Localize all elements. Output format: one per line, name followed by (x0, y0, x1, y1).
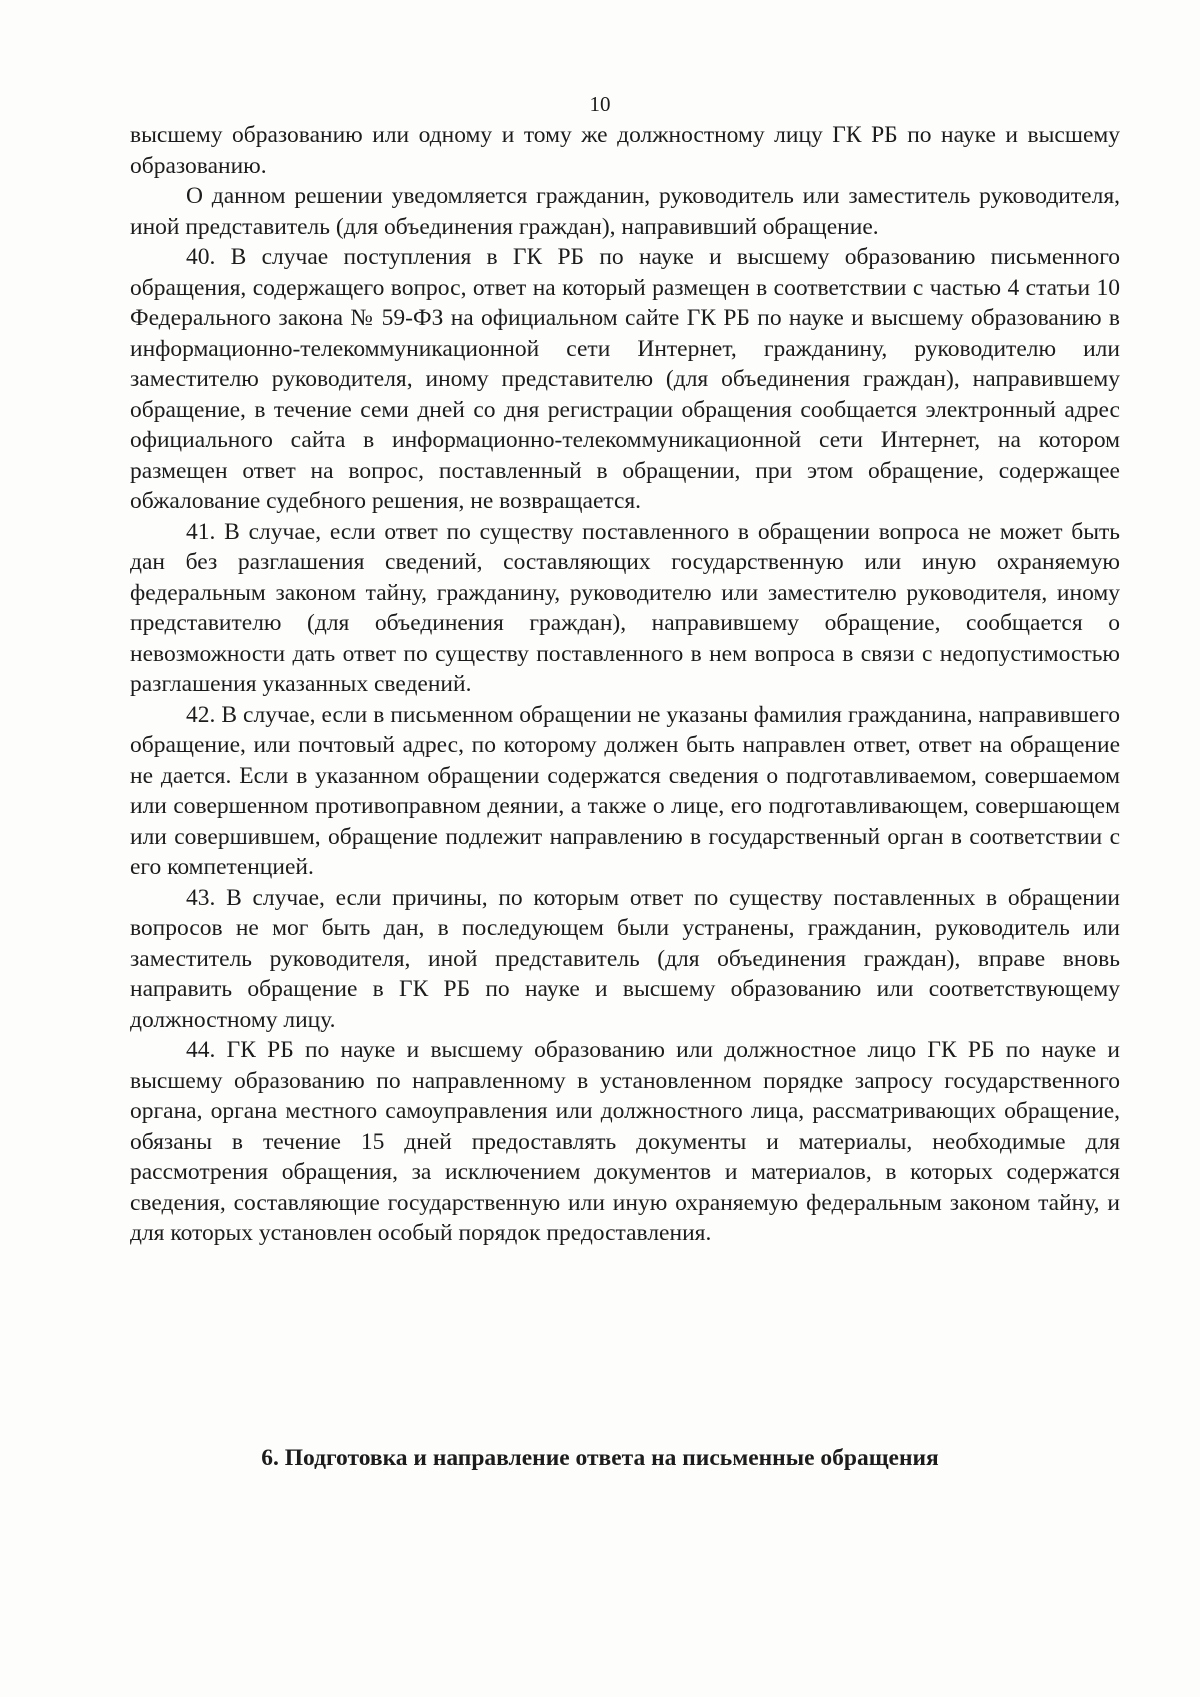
document-body (130, 120, 1120, 1249)
paragraph-notification: О данном решении уведомляется гражданин, руководитель или заместитель руководителя, иной представитель (для объединения граждан), направивший обращение. (130, 183, 1120, 240)
paragraph-item-40: 40. В случае поступления в ГК РБ по науке и высшему образованию письменного обращения, содержащего вопрос, ответ на который размещен в соответствии с частью 4 статьи 10 Федерального закона № 59-ФЗ на официальном сайте ГК РБ по науке и высшему образованию в информационно-телекоммуникационной сети Интернет, гражданину, руководителю или заместителю руководителя, иному представителю (для объединения граждан), направившему обращение, в течение семи дней со дня регистрации обращения сообщается электронный адрес официального сайта в информационно-телекоммуникационной сети Интернет, на котором размещен ответ на вопрос, поставленный в обращении, при этом обращение, содержащее обжалование судебного решения, не возвращается. (130, 244, 1120, 514)
paragraph-continuation: высшему образованию или одному и тому же должностному лицу ГК РБ по науке и высшему образованию. (130, 122, 1120, 179)
paragraph-item-43: 43. В случае, если причины, по которым ответ по существу поставленных в обращении вопросов не мог быть дан, в последующем были устранены, гражданин, руководитель или заместитель руководителя, иной представитель (для объединения граждан), вправе вновь направить обращение в ГК РБ по науке и высшему образованию или соответствующему должностному лицу. (130, 884, 1120, 1033)
page-number: 10 (589, 92, 611, 116)
paragraph-item-41: 41. В случае, если ответ по существу поставленного в обращении вопроса не может быть дан без разглашения сведений, составляющих государственную или иную охраняемую федеральным законом тайну, гражданину, руководителю или заместителю руководителя, иному представителю (для объединения граждан), направившему обращение, сообщается о невозможности дать ответ по существу поставленного в нем вопроса в связи с недопустимостью разглашения указанных сведений. (130, 518, 1120, 697)
paragraph-item-42: 42. В случае, если в письменном обращении не указаны фамилия гражданина, направившего обращение, или почтовый адрес, по которому должен быть направлен ответ, ответ на обращение не дается. Если в указанном обращении содержатся сведения о подготавливаемом, совершаемом или совершенном противоправном деянии, а также о лице, его подготавливающем, совершающем или совершившем, обращение подлежит направлению в государственный орган в соответствии с его компетенцией. (130, 701, 1120, 880)
section-heading: 6. Подготовка и направление ответа на письменные обращения (261, 1445, 939, 1471)
paragraph-item-44: 44. ГК РБ по науке и высшему образованию или должностное лицо ГК РБ по науке и высшему образованию по направленному в установленном порядке запросу государственного органа, органа местного самоуправления или должностного лица, рассматривающих обращение, обязаны в течение 15 дней предоставлять документы и материалы, необходимые для рассмотрения обращения, за исключением документов и материалов, в которых содержатся сведения, составляющие государственную или иную охраняемую федеральным законом тайну, и для которых установлен особый порядок предоставления. (130, 1037, 1120, 1246)
